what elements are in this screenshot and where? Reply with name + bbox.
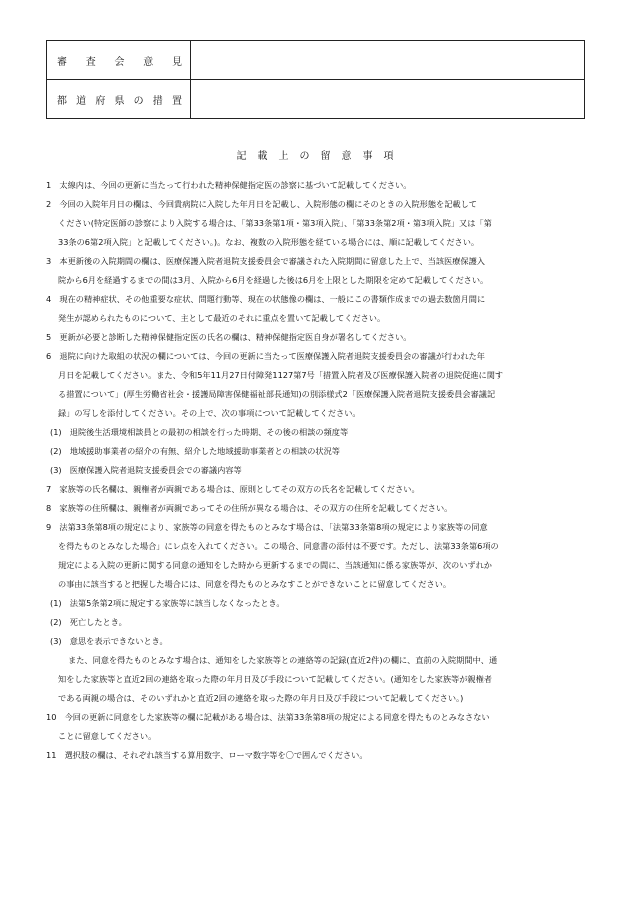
prefecture-measure-value[interactable] (191, 80, 585, 119)
note-line: 8 家族等の住所欄は、親権者が両親であってその住所が異なる場合は、その双方の住所を記載してください。 (46, 503, 453, 513)
prefecture-measure-label (47, 92, 190, 107)
note-line: 4 現在の精神症状、その他重要な症状、問題行動等、現在の状態像の欄は、一般にこの書類作成までの過去数箇月間に (46, 294, 486, 304)
note-line: 月日を記載してください。また、令和5年11月27日付障発1127第7号「措置入院者及び医療保護入院者の退院促進に関す (58, 370, 504, 380)
label-char: 審 (57, 56, 67, 68)
review-opinion-label-cell (47, 41, 191, 80)
note-line: の事由に該当すると把握した場合には、同意を得たものとみなすことができないことに留意してください。 (58, 579, 452, 589)
review-table (46, 40, 585, 119)
label-char: 措 (152, 95, 163, 107)
table-row-review-opinion (47, 41, 585, 80)
review-opinion-label (47, 53, 190, 68)
note-line: (1) 退院後生活環境相談員との最初の相談を行った時期、その後の相談の頻度等 (50, 427, 349, 437)
label-char: 意 (143, 56, 154, 68)
label-char: 見 (172, 56, 182, 68)
notes-heading: 記載上の留意事項 (236, 151, 405, 162)
note-line: 5 更新が必要と診断した精神保健指定医の氏名の欄は、精神保健指定医自身が署名してください。 (46, 332, 412, 342)
note-line: 11 選択肢の欄は、それぞれ該当する算用数字、ローマ数字等を〇で囲んでください。 (46, 750, 368, 760)
label-char: 道 (76, 95, 87, 107)
note-line: 知をした家族等と直近2回の連絡を取った際の年月日及び手段について記載してください。(通知をした家族等が親権者 (58, 674, 492, 684)
note-line: ください(特定医師の診察により入院する場合は、「第33条第1項・第3項入院」、「第33条第2項・第3項入院」又は「第 (58, 218, 492, 228)
note-line: (1) 法第5条第2項に規定する家族等に該当しなくなったとき。 (50, 598, 285, 608)
note-line: 2 今回の入院年月日の欄は、今回貴病院に入院した年月日を記載し、入院形態の欄にそのときの入院形態を記載して (46, 199, 477, 209)
note-line: 発生が認められたものについて、主として最近のそれに重点を置いて記載してください。 (58, 313, 386, 323)
note-line: 9 法第33条第8項の規定により、家族等の同意を得たものとみなす場合は、「法第33条第8項の規定により家族等の同意 (46, 522, 488, 532)
note-line: 規定による入院の更新に関する同意の通知をした時から更新するまでの間に、当該通知に係る家族等が、次のいずれか (58, 560, 492, 570)
note-line: を得たものとみなした場合」にレ点を入れてください。この場合、同意書の添付は不要です。ただし、法第33条第6項の (58, 541, 499, 551)
note-line: ことに留意してください。 (58, 731, 157, 741)
review-opinion-value[interactable] (191, 41, 585, 80)
label-char: 都 (57, 95, 67, 107)
note-line: (2) 地域援助事業者の紹介の有無、紹介した地域援助事業者との相談の状況等 (50, 446, 340, 456)
note-line: である両親の場合は、そのいずれかと直近2回の連絡を取った際の年月日及び手段について記載してください。) (58, 693, 464, 703)
note-line: 院から6月を経過するまでの間は3月、入院から6月を経過した後は6月を上限とした期限を定めて記載してください。 (58, 275, 489, 285)
label-char: 置 (171, 95, 182, 107)
note-line: る措置について」(厚生労働省社会・援護局障害保健福祉部長通知)の別添様式2「医療保護入院者退院支援委員会審議記 (58, 389, 496, 399)
note-line: (3) 意思を表示できないとき。 (50, 636, 168, 646)
note-line: 6 退院に向けた取組の状況の欄については、今回の更新に当たって医療保護入院者退院支援委員会の審議が行われた年 (46, 351, 485, 361)
note-line: 10 今回の更新に同意をした家族等の欄に記載がある場合は、法第33条第8項の規定による同意を得たものとみなさない (46, 712, 490, 722)
note-line: (3) 医療保護入院者退院支援委員会での審議内容等 (50, 465, 242, 475)
label-char: 府 (95, 95, 106, 107)
label-char: 査 (85, 56, 96, 68)
label-char: の (133, 95, 144, 107)
note-line: 3 本更新後の入院期間の欄は、医療保護入院者退院支援委員会で審議された入院期間に留意した上で、当該医療保護入 (46, 256, 485, 266)
note-line: 1 太線内は、今回の更新に当たって行われた精神保健指定医の診察に基づいて記載してください。 (46, 180, 412, 190)
note-line: また、同意を得たものとみなす場合は、通知をした家族等との連絡等の記録(直近2件)の欄に、直前の入院期間中、通 (68, 655, 498, 665)
note-line: 7 家族等の氏名欄は、親権者が両親である場合は、原則としてその双方の氏名を記載してください。 (46, 484, 420, 494)
note-line: 33条の6第2項入院」と記載してください。)。なお、複数の入院形態を経ている場合には、順に記載してください。 (58, 237, 480, 247)
label-char: 会 (114, 56, 125, 68)
note-line: (2) 死亡したとき。 (50, 617, 127, 627)
note-line: 録」の写しを添付してください。その上で、次の事項について記載してください。 (58, 408, 361, 418)
label-char: 県 (114, 95, 125, 107)
prefecture-measure-label-cell (47, 80, 191, 119)
table-row-prefecture-measure (47, 80, 585, 119)
